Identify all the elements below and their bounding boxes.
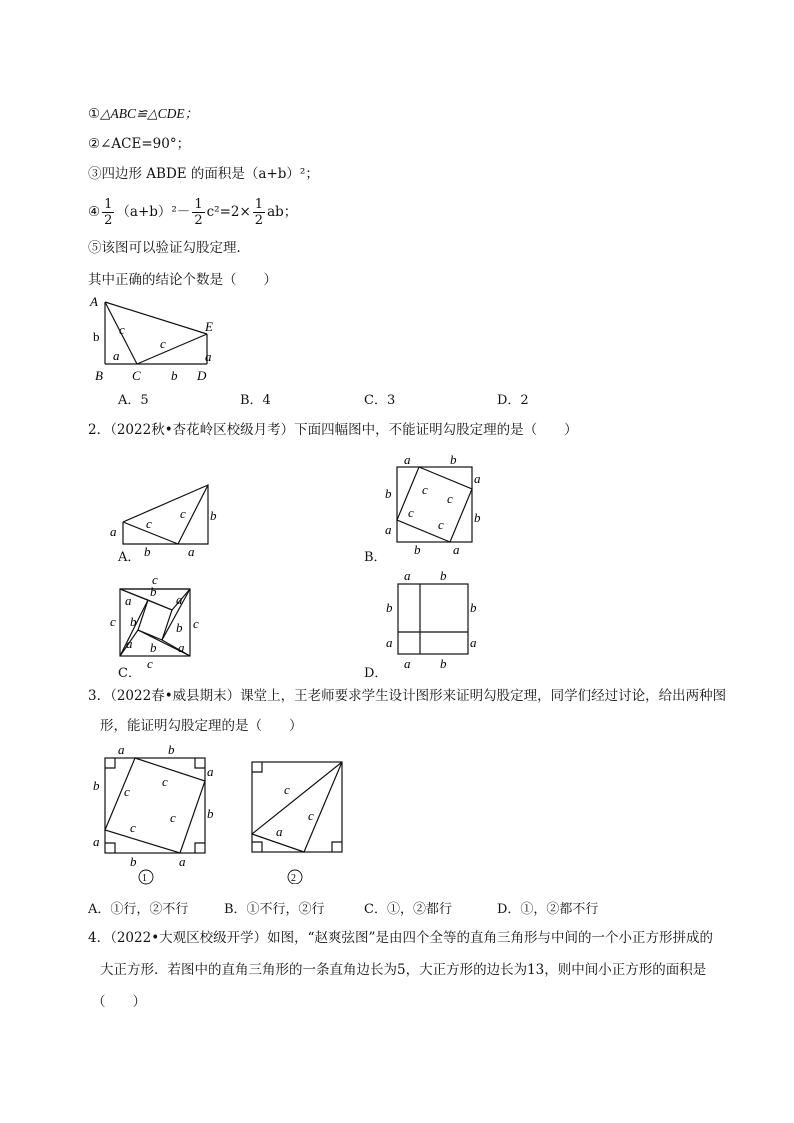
statement-2-text: ∠ACE=90°；	[100, 136, 191, 152]
q3f2-label-c2: c	[308, 808, 314, 823]
q3f2-label-a: a	[276, 824, 283, 839]
statement-2	[88, 134, 190, 154]
statement-3-mark: ③	[88, 166, 102, 182]
statement-4-part3: ab；	[267, 204, 298, 220]
q1-option-c[interactable]: C．3	[364, 393, 396, 408]
statement-5-text: 该图可以验证勾股定理．	[101, 240, 250, 256]
statement-1	[88, 104, 198, 124]
statement-3-text: 四边形 ABDE 的面积是（a+b）²；	[101, 166, 319, 182]
q2-option-a[interactable]: A．	[118, 550, 141, 565]
statement-4	[88, 196, 297, 228]
side-c-label-2: c	[160, 336, 166, 351]
statement-4-part2: c²=2×	[206, 204, 251, 220]
q2c-label-c3: c	[193, 616, 199, 631]
q2d-label-a4: a	[404, 656, 411, 671]
q3-figure-2	[240, 752, 350, 884]
q2c-label-a2: a	[176, 592, 183, 607]
statement-5-mark: ⑤	[88, 240, 102, 256]
q2-figure-b	[380, 452, 490, 556]
statement-4-mark: ④	[88, 204, 101, 220]
q2d-label-a3: a	[470, 635, 477, 650]
fraction-half-1: $\frac{1}{2}$	[104, 197, 113, 228]
q3f1-label-a4: a	[179, 854, 186, 869]
question-4-stem-line1: 4．（2022•大观区校级开学）如图，“赵爽弦图”是由四个全等的直角三角形与中间的一个小正方形拼成的	[88, 930, 713, 946]
q2b-label-b3: b	[385, 486, 392, 501]
question-3-stem-line1: 3．（2022春•威县期末）课堂上，王老师要求学生设计图形来证明勾股定理，同学们经过讨论，给出两种图	[88, 688, 727, 704]
q3-option-d[interactable]: D．①，②都不行	[497, 902, 599, 917]
q2b-label-b4: b	[414, 542, 421, 556]
side-b-label: b	[93, 329, 100, 344]
vertex-c-label: C	[132, 368, 141, 383]
q2b-label-c1: c	[422, 482, 428, 497]
vertex-b-label: B	[95, 368, 103, 383]
q2c-label-a3: a	[126, 636, 133, 651]
q2c-label-c4: c	[147, 656, 153, 670]
q2a-label-a1: a	[110, 524, 117, 539]
statement-5	[88, 238, 250, 258]
q2-option-b[interactable]: B．	[364, 550, 387, 565]
fraction-half-2: $\frac{1}{2}$	[194, 197, 203, 228]
q3f1-label-c2: c	[162, 774, 168, 789]
q2b-label-c3: c	[408, 505, 414, 520]
statement-4-part1: （a+b）²－	[116, 204, 191, 220]
question-1-prompt: 其中正确的结论个数是（ ）	[88, 272, 277, 288]
q2b-label-a2: a	[474, 471, 481, 486]
q3f2-label-c1: c	[284, 782, 290, 797]
q3f1-label-a3: a	[93, 834, 100, 849]
q2d-label-b4: b	[440, 656, 447, 671]
q2-option-d[interactable]: D．	[364, 666, 388, 681]
q3f2-caption-num: 2	[291, 873, 296, 884]
q3f1-label-c3: c	[130, 820, 136, 835]
q2c-label-b2: b	[176, 620, 183, 635]
q1-option-a[interactable]: A．5	[118, 393, 149, 408]
q2d-label-b3: b	[470, 600, 477, 615]
question-4-stem-line2: 大正方形．若图中的直角三角形的一条直角边长为5，大正方形的边长为13，则中间小正方形的面积是	[100, 962, 707, 978]
side-b-label-2: b	[171, 368, 178, 383]
q2a-label-c2: c	[180, 506, 186, 521]
q2b-label-a4: a	[453, 542, 460, 556]
q2c-label-c2: c	[110, 614, 116, 629]
vertex-a-label: A	[90, 294, 98, 309]
q2a-label-b2: b	[144, 544, 151, 558]
q3-figure-1	[86, 740, 216, 888]
q3f1-label-b4: b	[130, 854, 137, 869]
q2b-label-b1: b	[450, 452, 457, 467]
q2b-label-c2: c	[447, 491, 453, 506]
statement-3	[88, 164, 319, 184]
fraction-half-3: $\frac{1}{2}$	[254, 197, 264, 228]
q2d-label-a2: a	[386, 635, 393, 650]
q3-option-b[interactable]: B．①不行，②行	[224, 902, 325, 917]
q3f1-caption-num: 1	[142, 873, 147, 884]
q2d-label-b2: b	[386, 600, 393, 615]
q2-figure-d	[382, 568, 482, 672]
q2b-label-b2: b	[474, 510, 481, 525]
vertex-d-label: D	[197, 368, 207, 383]
q3f1-label-a2: a	[207, 764, 214, 779]
q3f1-label-a1: a	[118, 742, 125, 757]
question-2-stem: 2．（2022秋•杏花岭区校级月考）下面四幅图中，不能证明勾股定理的是（ ）	[88, 422, 578, 438]
q2-figure-c	[100, 572, 210, 670]
q3-option-c[interactable]: C．①，②都行	[364, 902, 452, 917]
q1-option-b[interactable]: B．4	[240, 393, 271, 408]
q2a-label-b1: b	[210, 508, 217, 523]
q1-option-d[interactable]: D．2	[497, 393, 529, 408]
side-a-label-2: a	[205, 349, 212, 364]
q3f1-label-b1: b	[168, 742, 175, 757]
q2b-label-a1: a	[404, 452, 411, 467]
q2c-label-c1: c	[152, 572, 158, 587]
q3f1-label-b2: b	[207, 806, 214, 821]
q2d-label-b1: b	[440, 568, 447, 583]
q3-option-a[interactable]: A．①行，②不行	[88, 902, 189, 917]
q2b-label-a3: a	[385, 522, 392, 537]
question-3-stem-line2: 形，能证明勾股定理的是（ ）	[100, 718, 303, 734]
question-4-stem-line3: （ ）	[92, 994, 146, 1010]
side-a-label-1: a	[113, 348, 120, 363]
side-c-label-1: c	[119, 322, 125, 337]
statement-1-mark: ①	[88, 106, 101, 122]
statement-2-mark: ②	[88, 136, 101, 152]
q2c-label-a1: a	[125, 593, 132, 608]
statement-1-text: △ABC≌△CDE；	[100, 106, 199, 121]
q2d-label-a1: a	[404, 568, 411, 583]
q2b-label-c4: c	[438, 517, 444, 532]
q2a-label-a2: a	[188, 544, 195, 558]
q1-figure	[85, 292, 225, 384]
vertex-e-label: E	[205, 319, 213, 334]
q2c-label-b3: b	[130, 614, 137, 629]
q2a-label-c1: c	[146, 516, 152, 531]
q2c-label-a4: a	[178, 640, 185, 655]
q3f1-label-b3: b	[93, 778, 100, 793]
q3f1-label-c4: c	[170, 810, 176, 825]
q2c-label-b1: b	[150, 584, 157, 599]
q2c-label-b4: b	[150, 640, 157, 655]
q3f1-label-c1: c	[124, 784, 130, 799]
q2-option-c[interactable]: C．	[118, 666, 141, 681]
